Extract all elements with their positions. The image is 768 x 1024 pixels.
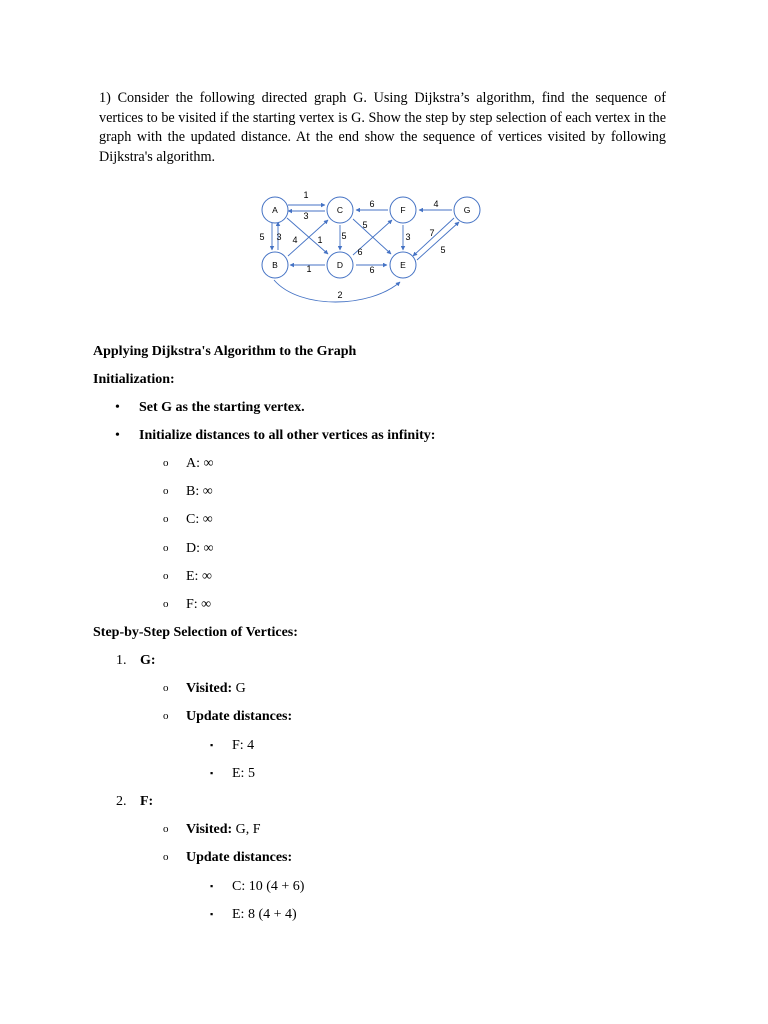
bullet-dot: • bbox=[115, 428, 120, 443]
weight-c-e: 5 bbox=[362, 220, 368, 230]
bullet-square: ▪ bbox=[210, 740, 214, 750]
bullet-square: ▪ bbox=[210, 768, 214, 778]
node-d-label: D bbox=[336, 260, 344, 270]
bullet-circle: o bbox=[163, 823, 169, 835]
distance-update-text: E: 5 bbox=[232, 766, 255, 781]
node-b-label: B bbox=[272, 260, 278, 270]
weight-f-e: 3 bbox=[405, 232, 411, 242]
weight-b-e: 2 bbox=[337, 290, 343, 300]
initialization-heading: Initialization: bbox=[93, 372, 175, 387]
visited-value: G bbox=[235, 681, 246, 696]
weight-ab-left: 5 bbox=[259, 232, 265, 242]
weight-a-d: 4 bbox=[292, 235, 298, 245]
bullet-circle: o bbox=[163, 485, 169, 497]
weight-e-g: 5 bbox=[440, 245, 446, 255]
bullet-dot: • bbox=[115, 400, 120, 415]
bullet-circle: o bbox=[163, 598, 169, 610]
bullet-circle: o bbox=[163, 710, 169, 722]
step-vertex: F: bbox=[140, 794, 154, 809]
weight-a-c: 1 bbox=[303, 190, 309, 200]
visited-label: Visited: bbox=[186, 681, 233, 696]
weight-d-e: 6 bbox=[369, 265, 375, 275]
node-f-label: F bbox=[400, 205, 406, 215]
directed-graph-diagram bbox=[250, 186, 500, 306]
bullet-square: ▪ bbox=[210, 909, 214, 919]
step-number: 1. bbox=[116, 653, 127, 668]
section-title: Applying Dijkstra's Algorithm to the Graph bbox=[93, 344, 357, 359]
init-item-text: Set G as the starting vertex. bbox=[139, 400, 305, 415]
weight-ab-right: 3 bbox=[276, 232, 282, 242]
bullet-circle: o bbox=[163, 457, 169, 469]
weight-c-d: 5 bbox=[341, 231, 347, 241]
weight-g-e: 7 bbox=[429, 228, 435, 238]
init-distance-text: E: ∞ bbox=[186, 569, 212, 584]
bullet-circle: o bbox=[163, 513, 169, 525]
update-distances-label: Update distances: bbox=[186, 850, 293, 865]
init-distance-text: D: ∞ bbox=[186, 541, 214, 556]
weight-d-f: 6 bbox=[357, 247, 363, 257]
init-item-text: Initialize distances to all other vertices as infinity: bbox=[139, 428, 436, 443]
weight-f-c: 6 bbox=[369, 199, 375, 209]
node-e-label: E bbox=[400, 260, 406, 270]
init-distance-text: F: ∞ bbox=[186, 597, 212, 612]
node-a-label: A bbox=[272, 205, 278, 215]
distance-update-text: E: 8 (4 + 4) bbox=[232, 907, 297, 922]
bullet-circle: o bbox=[163, 682, 169, 694]
visited-label: Visited: bbox=[186, 822, 233, 837]
edge-e-g bbox=[417, 222, 459, 260]
init-distance-text: C: ∞ bbox=[186, 512, 213, 527]
node-c-label: C bbox=[336, 205, 344, 215]
node-g-label: G bbox=[463, 205, 471, 215]
steps-heading: Step-by-Step Selection of Vertices: bbox=[93, 625, 298, 640]
step-number: 2. bbox=[116, 794, 127, 809]
visited-value: G, F bbox=[235, 822, 261, 837]
weight-g-f: 4 bbox=[433, 199, 439, 209]
init-distance-text: B: ∞ bbox=[186, 484, 213, 499]
bullet-circle: o bbox=[163, 851, 169, 863]
distance-update-text: C: 10 (4 + 6) bbox=[232, 879, 305, 894]
update-distances-label: Update distances: bbox=[186, 709, 293, 724]
weight-d-b: 1 bbox=[306, 264, 312, 274]
bullet-circle: o bbox=[163, 570, 169, 582]
weight-c-a: 3 bbox=[303, 211, 309, 221]
weight-b-c: 1 bbox=[317, 235, 323, 245]
distance-update-text: F: 4 bbox=[232, 738, 255, 753]
init-distance-text: A: ∞ bbox=[186, 456, 214, 471]
step-vertex: G: bbox=[140, 653, 156, 668]
bullet-square: ▪ bbox=[210, 881, 214, 891]
question-text: 1) Consider the following directed graph G. Using Dijkstra’s algorithm, find the sequence of vertices to be visited if the starting vertex is G. Show the step by step selection of each vertex in the graph with the updated distance. At the end show the sequence of vertices visited by following Dijkstra's algorithm. bbox=[99, 90, 666, 165]
bullet-circle: o bbox=[163, 542, 169, 554]
